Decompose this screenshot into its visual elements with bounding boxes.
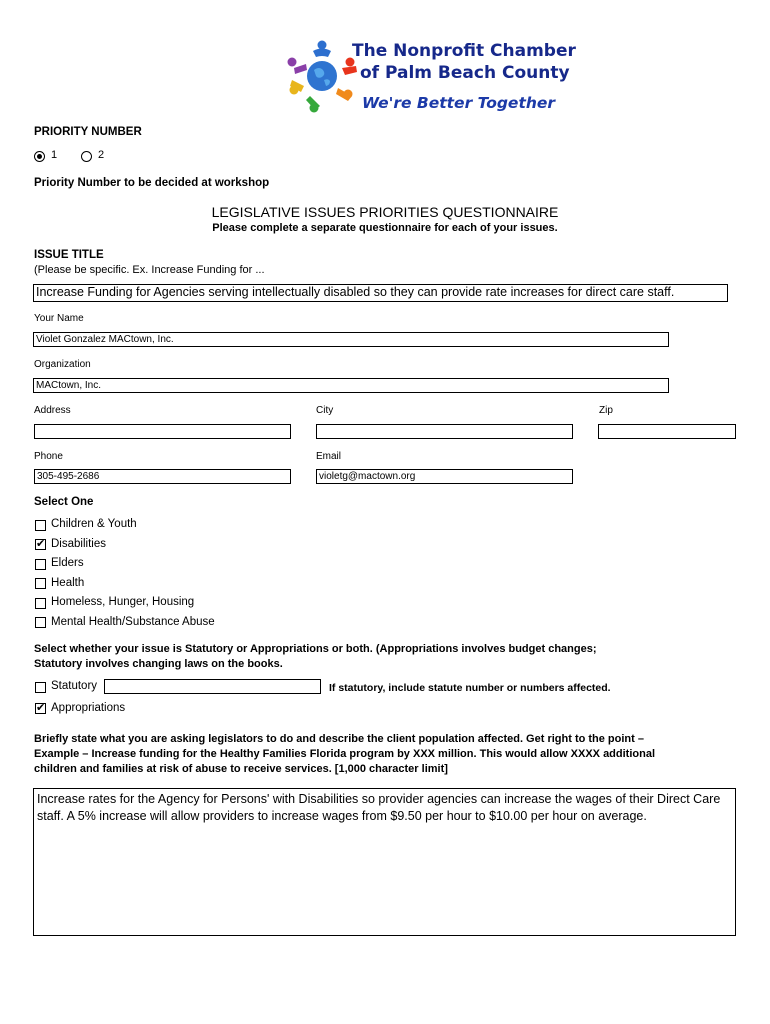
priority-radio-2[interactable]: [81, 151, 92, 162]
org-name-line1: The Nonprofit Chamber: [352, 41, 576, 61]
statute-number-input[interactable]: [104, 679, 321, 694]
organization-input[interactable]: MACtown, Inc.: [33, 378, 669, 393]
phone-input[interactable]: 305-495-2686: [34, 469, 291, 484]
priority-note: Priority Number to be decided at workshop: [34, 177, 270, 189]
checkbox-disabilities[interactable]: ✔: [36, 538, 46, 550]
priority-radio-1[interactable]: [34, 151, 45, 162]
priority-heading: PRIORITY NUMBER: [34, 126, 142, 138]
priority-option-2-label: 2: [98, 149, 105, 161]
statutory-instruction-line2: Statutory involves changing laws on the books.: [34, 658, 283, 670]
checkbox-appropriations[interactable]: ✔: [36, 702, 46, 714]
tagline: We're Better Together: [362, 94, 556, 112]
checkbox-statutory[interactable]: [35, 682, 46, 693]
checkbox-label: Mental Health/Substance Abuse: [51, 616, 215, 628]
page-title: LEGISLATIVE ISSUES PRIORITIES QUESTIONNAIRE: [211, 204, 559, 220]
issue-title-hint: (Please be specific. Ex. Increase Funding for ...: [34, 264, 265, 276]
organization-label: Organization: [34, 359, 91, 370]
checkbox-label: Elders: [51, 557, 84, 569]
checkbox-health[interactable]: [35, 578, 46, 589]
description-instruction-line1: Briefly state what you are asking legislators to do and describe the client population affected. Get right to the point –: [34, 733, 644, 745]
select-one-heading: Select One: [34, 496, 94, 508]
statute-note: If statutory, include statute number or numbers affected.: [329, 682, 611, 694]
checkbox-elders[interactable]: [35, 559, 46, 570]
checkbox-label: Homeless, Hunger, Housing: [51, 596, 195, 608]
checkbox-label: Disabilities: [51, 538, 106, 550]
email-input[interactable]: violetg@mactown.org: [316, 469, 573, 484]
statutory-label: Statutory: [51, 680, 98, 692]
your-name-label: Your Name: [34, 313, 84, 324]
statutory-instruction-line1: Select whether your issue is Statutory or Appropriations or both. (Appropriations involves budget changes;: [34, 643, 597, 655]
page-subtitle: Please complete a separate questionnaire for each of your issues.: [212, 222, 558, 234]
your-name-input[interactable]: Violet Gonzalez MACtown, Inc.: [33, 332, 669, 347]
checkbox-homeless-hunger-housing[interactable]: [35, 598, 46, 609]
address-input[interactable]: [34, 424, 291, 439]
chamber-logo: [284, 36, 574, 116]
org-name-line2: of Palm Beach County: [360, 63, 570, 83]
description-instruction-line2: Example – Increase funding for the Healthy Families Florida program by XXX million. This would allow XXXX additional: [34, 748, 656, 760]
city-input[interactable]: [316, 424, 573, 439]
checkbox-label: Health: [51, 577, 85, 589]
issue-title-heading: ISSUE TITLE: [34, 249, 104, 261]
checkbox-label: Children & Youth: [51, 518, 137, 530]
phone-label: Phone: [34, 451, 63, 462]
checkbox-mental-health[interactable]: [35, 617, 46, 628]
zip-input[interactable]: [598, 424, 736, 439]
checkbox-children-youth[interactable]: [35, 520, 46, 531]
address-label: Address: [34, 405, 71, 416]
description-instruction-line3: children and families at risk of abuse to receive services. [1,000 character limit]: [34, 763, 448, 775]
issue-title-input[interactable]: Increase Funding for Agencies serving intellectually disabled so they can provide rate increases for direct care staff.: [33, 284, 728, 302]
priority-option-1-label: 1: [51, 149, 58, 161]
zip-label: Zip: [599, 405, 613, 416]
description-textarea[interactable]: Increase rates for the Agency for Persons' with Disabilities so provider agencies can increase the wages of their Direct Care staff. A 5% increase will allow providers to increase wages from $9.50 per hour to $10.00 per hour on average.: [33, 788, 736, 936]
appropriations-label: Appropriations: [51, 702, 126, 714]
email-label: Email: [316, 451, 342, 462]
city-label: City: [316, 405, 334, 416]
